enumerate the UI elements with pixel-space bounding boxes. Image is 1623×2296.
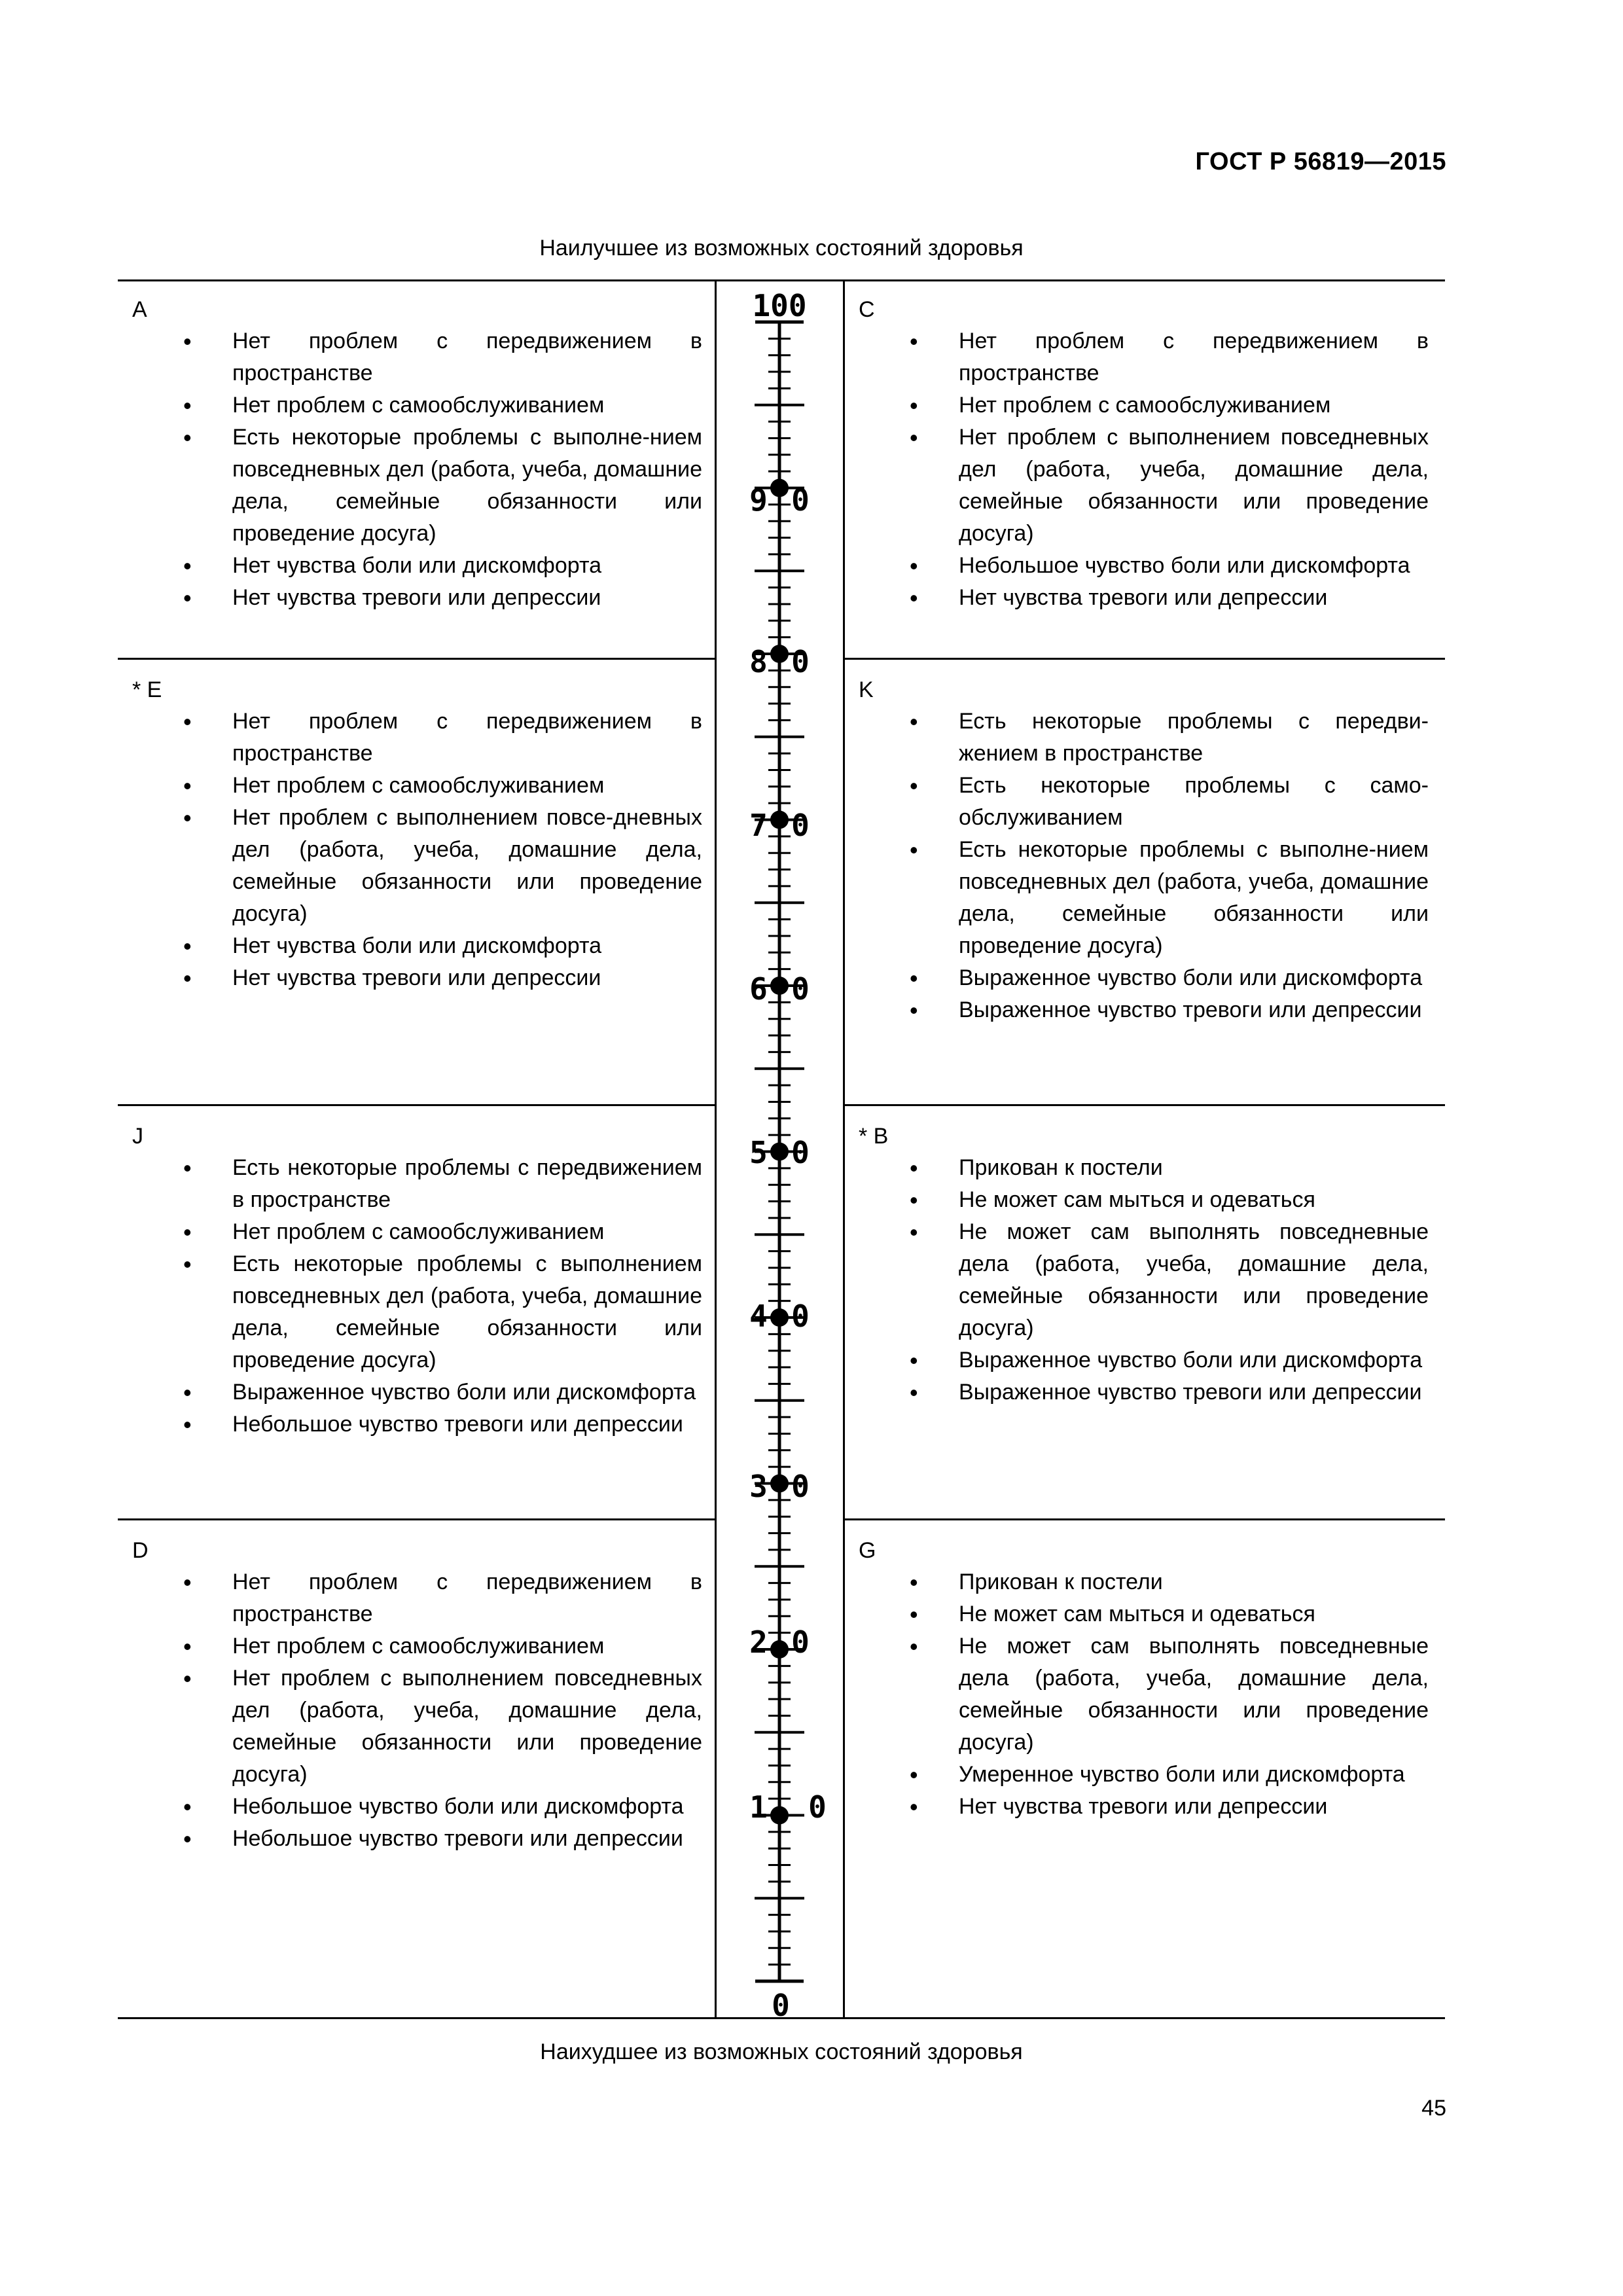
- state-label: * E: [132, 677, 162, 702]
- state-item: • Не может сам мыться и одеваться: [959, 1184, 1429, 1216]
- state-item: • Есть некоторые проблемы с выполне-нием повседневных дел (работа, учеба, домашние дела, семейные обязанности или проведение досуга): [959, 834, 1429, 962]
- scale-label-90-tens: 9: [749, 482, 768, 518]
- scale-label-60-units: 0: [791, 971, 810, 1007]
- scale-decade-dot: [770, 977, 789, 995]
- scale-label-10-tens: 1: [749, 1789, 768, 1825]
- state-item: • Небольшое чувство боли или дискомфорта: [232, 1791, 702, 1823]
- state-cell-g: [844, 1520, 1443, 2017]
- state-label: A: [132, 297, 147, 322]
- scale-decade-dot: [770, 1308, 789, 1327]
- top-caption: Наилучшее из возможных состояний здоровья: [539, 236, 1024, 260]
- state-items: [959, 1566, 1429, 1823]
- state-items: [232, 1152, 702, 1441]
- state-item: • Нет проблем с выполнением повседневных дел (работа, учеба, домашние дела, семейные обязанности или проведение досуга): [959, 422, 1429, 550]
- state-items: [959, 325, 1429, 614]
- scale-decade-dot: [770, 1806, 789, 1825]
- state-item: • Есть некоторые проблемы с передви-жением в пространстве: [959, 706, 1429, 770]
- state-label: K: [859, 677, 874, 702]
- scale-label-100: 100: [752, 288, 807, 323]
- state-item: • Выраженное чувство боли или дискомфорта: [232, 1376, 702, 1408]
- state-item: • Выраженное чувство тревоги или депрессии: [959, 994, 1429, 1026]
- scale-label-50-units: 0: [791, 1135, 810, 1170]
- scale-label-20-units: 0: [791, 1624, 810, 1660]
- state-item: • Есть некоторые проблемы с само-обслуживанием: [959, 770, 1429, 834]
- state-item: • Прикован к постели: [959, 1152, 1429, 1184]
- state-item: • Нет проблем с выполнением повседневных дел (работа, учеба, домашние дела, семейные обязанности или проведение досуга): [232, 1662, 702, 1791]
- scale-svg: [718, 279, 841, 2019]
- scale-label-10-units: 0: [808, 1789, 827, 1825]
- scale-label-20-tens: 2: [749, 1624, 768, 1660]
- state-cell-j: [118, 1106, 717, 1518]
- state-item: • Нет проблем с передвижением в пространстве: [959, 325, 1429, 389]
- state-label: * B: [859, 1124, 889, 1149]
- state-item: • Не может сам выполнять повседневные дела (работа, учеба, домашние дела, семейные обязанности или проведение досуга): [959, 1630, 1429, 1759]
- state-item: • Небольшое чувство тревоги или депрессии: [232, 1408, 702, 1441]
- state-items: [232, 1566, 702, 1855]
- state-item: • Умеренное чувство боли или дискомфорта: [959, 1759, 1429, 1791]
- scale-label-80-units: 0: [791, 644, 810, 679]
- scale-label-70-units: 0: [791, 808, 810, 843]
- scale-decade-dot: [770, 1143, 789, 1161]
- state-cell-k: [844, 660, 1443, 1104]
- scale-decade-dot: [770, 645, 789, 663]
- state-cell-b: [844, 1106, 1443, 1518]
- state-item: • Нет чувства тревоги или депрессии: [959, 1791, 1429, 1823]
- scale-decade-dot: [770, 1640, 789, 1659]
- scale-decade-dot: [770, 811, 789, 829]
- state-item: • Нет проблем с передвижением в пространстве: [232, 1566, 702, 1630]
- scale-label-40-tens: 4: [749, 1299, 768, 1334]
- standard-code: ГОСТ Р 56819—2015: [1195, 148, 1446, 175]
- state-cell-a: [118, 279, 717, 658]
- state-item: • Не может сам выполнять повседневные дела (работа, учеба, домашние дела, семейные обязанности или проведение досуга): [959, 1216, 1429, 1344]
- state-label: J: [132, 1124, 143, 1149]
- health-thermometer-scale: [718, 279, 841, 2019]
- state-item: • Нет чувства боли или дискомфорта: [232, 930, 702, 962]
- scale-label-60-tens: 6: [749, 971, 768, 1007]
- scale-label-70-tens: 7: [749, 808, 768, 843]
- scale-label-40-units: 0: [791, 1299, 810, 1334]
- scale-label-30-units: 0: [791, 1469, 810, 1504]
- state-item: • Есть некоторые проблемы с выполнением повседневных дел (работа, учеба, домашние дела, семейные обязанности или проведение досуга): [232, 1248, 702, 1376]
- state-item: • Есть некоторые проблемы с передвижением в пространстве: [232, 1152, 702, 1216]
- state-item: • Нет проблем с передвижением в пространстве: [232, 325, 702, 389]
- state-item: • Нет проблем с выполнением повсе-дневных дел (работа, учеба, домашние дела, семейные обязанности или проведение досуга): [232, 802, 702, 930]
- scale-label-50-tens: 5: [749, 1135, 768, 1170]
- state-cell-c: [844, 279, 1443, 658]
- state-items: [959, 706, 1429, 1026]
- state-item: • Выраженное чувство боли или дискомфорта: [959, 1344, 1429, 1376]
- state-items: [232, 325, 702, 614]
- state-item: • Нет проблем с самообслуживанием: [232, 770, 702, 802]
- scale-label-90-units: 0: [791, 482, 810, 518]
- state-label: C: [859, 297, 875, 322]
- state-item: • Прикован к постели: [959, 1566, 1429, 1598]
- bottom-caption: Наихудшее из возможных состояний здоровья: [540, 2039, 1023, 2064]
- state-item: • Нет чувства боли или дискомфорта: [232, 550, 702, 582]
- state-item: • Нет проблем с самообслуживанием: [232, 1216, 702, 1248]
- state-item: • Нет чувства тревоги или депрессии: [232, 582, 702, 614]
- page-number: 45: [1421, 2096, 1446, 2121]
- state-item: • Выраженное чувство боли или дискомфорта: [959, 962, 1429, 994]
- state-items: [232, 706, 702, 994]
- state-item: • Нет чувства тревоги или депрессии: [232, 962, 702, 994]
- scale-label-30-tens: 3: [749, 1469, 768, 1504]
- state-item: • Нет чувства тревоги или депрессии: [959, 582, 1429, 614]
- scale-decade-dot: [770, 479, 789, 497]
- state-item: • Небольшое чувство тревоги или депрессии: [232, 1823, 702, 1855]
- state-label: D: [132, 1538, 149, 1563]
- scale-label-80-tens: 8: [749, 644, 768, 679]
- state-items: [959, 1152, 1429, 1408]
- state-cell-d: [118, 1520, 717, 2017]
- state-cell-e: [118, 660, 717, 1104]
- scale-label-0: 0: [772, 1988, 790, 2019]
- state-item: • Есть некоторые проблемы с выполне-нием повседневных дел (работа, учеба, домашние дела, семейные обязанности или проведение досуга): [232, 422, 702, 550]
- state-item: • Нет проблем с передвижением в пространстве: [232, 706, 702, 770]
- state-item: • Нет проблем с самообслуживанием: [232, 1630, 702, 1662]
- state-item: • Не может сам мыться и одеваться: [959, 1598, 1429, 1630]
- scale-decade-dot: [770, 1475, 789, 1493]
- state-label: G: [859, 1538, 876, 1563]
- state-item: • Нет проблем с самообслуживанием: [232, 389, 702, 422]
- state-item: • Небольшое чувство боли или дискомфорта: [959, 550, 1429, 582]
- state-item: • Нет проблем с самообслуживанием: [959, 389, 1429, 422]
- state-item: • Выраженное чувство тревоги или депрессии: [959, 1376, 1429, 1408]
